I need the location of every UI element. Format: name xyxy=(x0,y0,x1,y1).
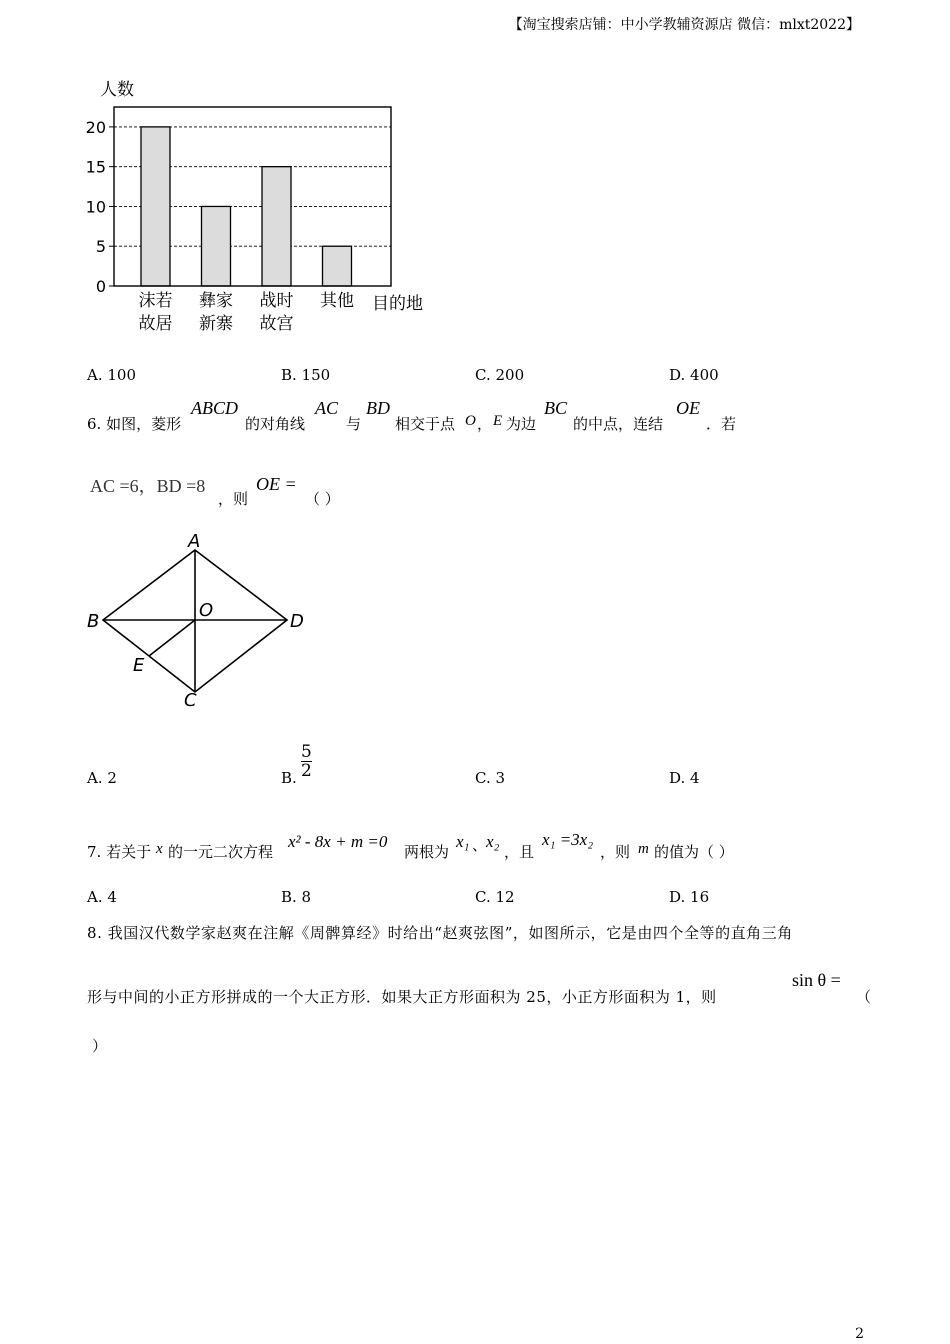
page-header: 【淘宝搜索店铺：中小学教辅资源店 微信：mlxt2022】 xyxy=(508,17,860,33)
q6-t8: ，则 xyxy=(218,490,249,508)
label-c: C xyxy=(184,690,197,711)
fraction-denominator: 2 xyxy=(301,761,312,781)
q6-e: E xyxy=(493,413,503,429)
q7-t5: ，则 xyxy=(600,843,631,861)
q7-x: x xyxy=(156,841,163,857)
q6-o: O xyxy=(465,413,476,429)
q8-paren-open: （ xyxy=(856,988,872,1006)
q7-x2: x₂ xyxy=(486,832,500,851)
page-number: 2 xyxy=(855,1326,864,1342)
y-tick-label-0: 0 xyxy=(95,277,106,296)
x-category-label-2-0: 战时 xyxy=(259,291,294,311)
q7-t2: 的一元二次方程 xyxy=(168,843,274,861)
bar-0 xyxy=(141,127,170,286)
q5-option-b[interactable]: B. 150 xyxy=(281,366,331,384)
q7-option-b[interactable]: B. 8 xyxy=(281,888,312,906)
x-category-label-1-0: 彝家 xyxy=(199,291,233,311)
q8-line1: 8. 我国汉代数学家赵爽在注解《周髀算经》时给出“赵爽弦图”，如图所示，它是由四个全等的直角三角 xyxy=(87,924,793,942)
q7-option-a[interactable]: A. 4 xyxy=(87,888,117,906)
y-tick-label-10: 10 xyxy=(85,197,106,217)
q7-t6: 的值为（ ） xyxy=(654,843,734,861)
q8-sin-theta: sin θ = xyxy=(792,970,841,990)
q8-paren-close: ） xyxy=(92,1037,108,1055)
label-e: E xyxy=(133,655,145,676)
bar-3 xyxy=(323,246,352,286)
q6-t5: 为边 xyxy=(506,415,537,433)
q6-option-a[interactable]: A. 2 xyxy=(87,769,117,787)
x-category-label-1-1: 新寨 xyxy=(199,314,233,334)
q6-bc: BC xyxy=(544,398,568,418)
q7-sep: 、 xyxy=(472,836,488,854)
q5-option-d[interactable]: D. 400 xyxy=(669,366,719,384)
y-tick-label-15: 15 xyxy=(85,157,106,177)
label-a: A xyxy=(188,531,201,552)
x-axis-title: 目的地 xyxy=(372,294,423,314)
q6-ac: AC xyxy=(315,398,339,418)
q6-t6: 的中点，连结 xyxy=(573,415,664,433)
x-category-label-0-0: 沫若 xyxy=(138,291,173,311)
y-axis-title: 人数 xyxy=(100,80,134,100)
q6-abcd: ABCD xyxy=(191,398,238,418)
q5-option-a[interactable]: A. 100 xyxy=(87,366,136,384)
q6-t1: 的对角线 xyxy=(245,415,306,433)
q6-bd: BD xyxy=(366,398,390,418)
q7-t1: 7. 若关于 xyxy=(87,843,152,861)
q8-line2: 形与中间的小正方形拼成的一个大正方形．如果大正方形面积为 25，小正方形面积为 1，则 xyxy=(87,988,717,1006)
y-tick-label-5: 5 xyxy=(95,237,106,257)
x-category-label-3-0: 其他 xyxy=(320,291,354,311)
q6-t2: 与 xyxy=(346,415,362,433)
q7-m: m xyxy=(638,841,649,857)
bar-1 xyxy=(202,206,231,286)
fraction-numerator: 5 xyxy=(301,742,312,762)
rhombus-figure xyxy=(80,528,320,716)
segment-oe xyxy=(149,620,195,656)
q6-option-b[interactable] xyxy=(281,769,297,787)
label-d: D xyxy=(290,611,304,632)
q6-option-d[interactable]: D. 4 xyxy=(669,769,700,787)
q7-option-c[interactable]: C. 12 xyxy=(475,888,515,906)
q6-t3: 相交于点 xyxy=(395,415,456,433)
label-o: O xyxy=(199,600,214,621)
q7-condition: x₁ =3x₂ xyxy=(542,830,594,849)
x-category-label-2-1: 故宫 xyxy=(259,314,294,334)
q6-oe-equals: OE = xyxy=(256,474,297,494)
y-tick-label-20: 20 xyxy=(85,117,106,137)
q6-answer-paren: （ ） xyxy=(305,490,340,508)
bar-2 xyxy=(262,167,291,286)
q7-t4: ，且 xyxy=(504,843,535,861)
q6-oe: OE xyxy=(676,398,700,418)
q6-t7: ．若 xyxy=(706,415,737,433)
q6-option-b-fraction xyxy=(301,743,312,780)
q7-x1: x₁ xyxy=(456,832,470,851)
q5-option-c[interactable]: C. 200 xyxy=(475,366,525,384)
q7-t3: 两根为 xyxy=(404,843,450,861)
q6-condition: AC =6，BD =8 xyxy=(90,476,206,496)
x-category-label-0-1: 故居 xyxy=(138,314,173,334)
q7-equation: x² - 8x + m =0 xyxy=(288,832,388,851)
bar-chart xyxy=(80,70,460,345)
q6-stem-num: 6. 如图，菱形 xyxy=(87,415,182,433)
label-b: B xyxy=(87,611,100,632)
q6-option-b-label: B. xyxy=(281,769,297,787)
q7-option-d[interactable]: D. 16 xyxy=(669,888,710,906)
q6-option-c[interactable]: C. 3 xyxy=(475,769,506,787)
q6-t4: ， xyxy=(477,415,493,433)
